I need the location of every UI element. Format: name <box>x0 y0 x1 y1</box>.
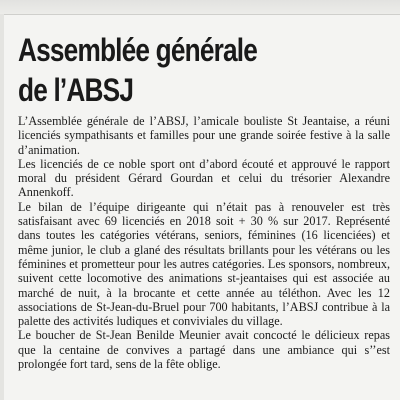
paragraph-results: Le bilan de l’équipe dirigeante qui n’était pas à renouveler est très satisfaisant avec 69 licenciés en 2018 soit + 30 % sur 2017. Représenté dans toutes les catégories vétérans, seniors, féminines (16 licenciées) et même junior, le club a glané des résultats brillants pour les vétérans ou les féminines et prometteur pour les autres catégories. Les sponsors, nombreux, suivent cette locomotive des animations st-jeantaises qui est associée au marché de nuit, à la brocante et cette année au téléthon. Avec les 12 associations de St-Jean-du-Bruel pour 700 habitants, l’ABSJ contribue à la palette des activités ludiques et conviviales du village. <box>18 199 390 329</box>
left-edge <box>0 14 4 400</box>
article-title <box>18 30 321 110</box>
title-line-1: Assemblée générale <box>18 32 258 68</box>
paragraph-dinner: Le boucher de St-Jean Benilde Meunier avait concocté le délicieux repas que la centaine de convives a partagé dans une ambiance qui s’’est prolongée fort tard, sens de la fête oblige. <box>18 328 390 372</box>
paragraph-intro: L’Assemblée générale de l’ABSJ, l’amicale bouliste St Jeantaise, a réuni licenciés sympathisants et familles pour une grande soirée festive à la salle d’animation. <box>18 114 390 157</box>
article-body <box>18 114 390 371</box>
top-border <box>0 0 400 15</box>
title-line-2: de l’ABSJ <box>18 72 134 108</box>
paragraph-reports: Les licenciés de ce noble sport ont d’abord écouté et approuvé le rapport moral du président Gérard Gourdan et celui du trésorier Alexandre Annenkoff. <box>18 156 390 200</box>
